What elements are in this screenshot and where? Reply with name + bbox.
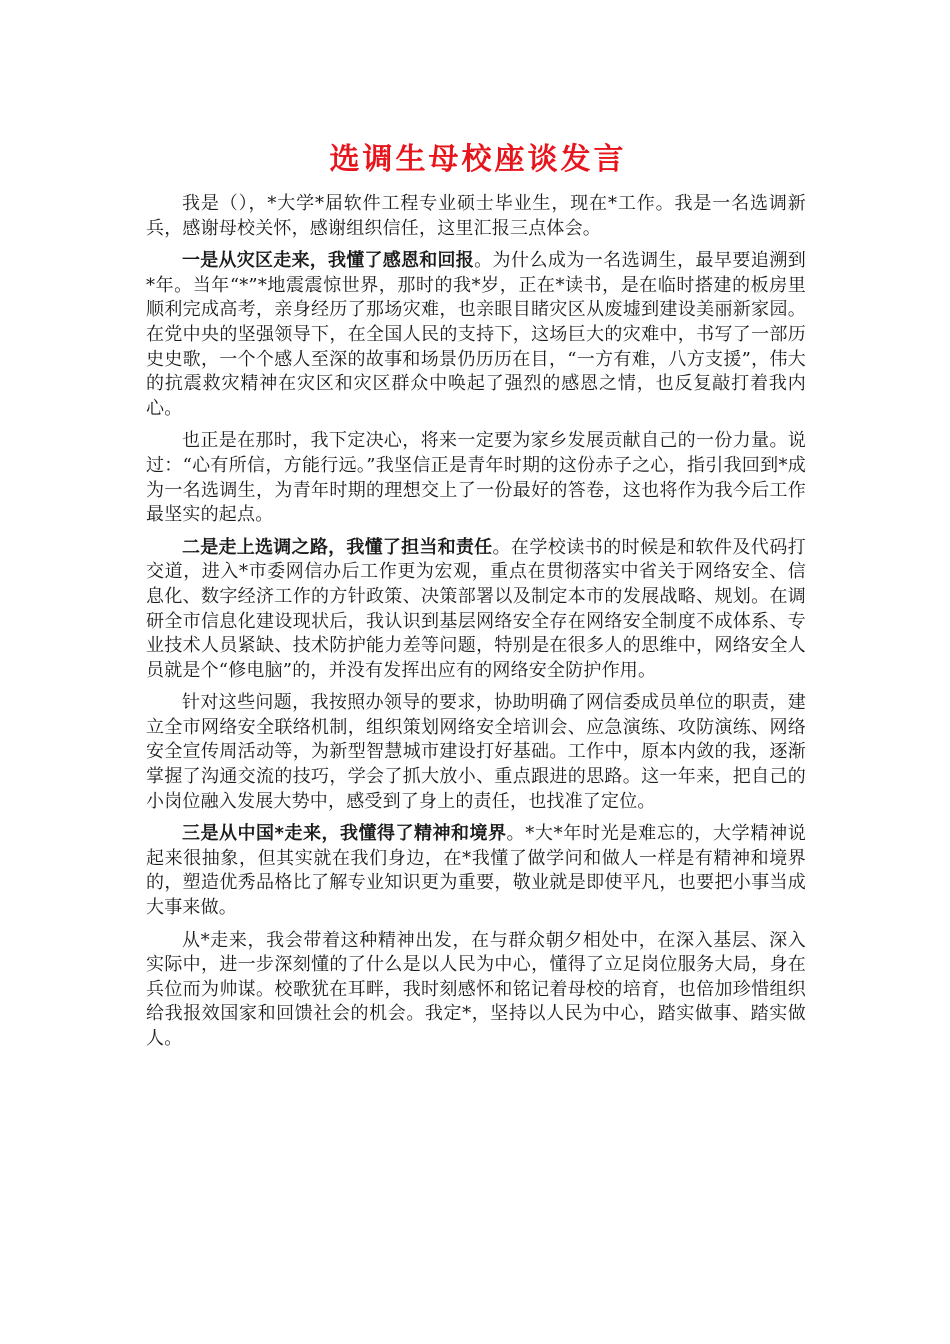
paragraph-heading: 三是从中国*走来，我懂得了精神和境界 <box>182 823 507 845</box>
paragraph-text: 。*大*年时光是难忘的，大学精神说起来很抽象，但其实就在我们身边，在*我懂了做学问和做人一样是有精神和境界的，塑造优秀品格比了解专业知识更为重要，敬业就是即使平凡，也要把小事当成大事来做。 <box>146 823 806 919</box>
paragraph-heading: 二是走上选调之路，我懂了担当和责任 <box>182 536 493 558</box>
paragraph-heading: 一是从灾区走来，我懂了感恩和回报 <box>182 250 475 272</box>
paragraph-closing <box>146 929 806 1052</box>
paragraph-text: 。在学校读书的时候是和软件及代码打交道，进入*市委网信办后工作更为宏观，重点在贯彻落实中省关于网络安全、信息化、数字经济工作的方针政策、决策部署以及制定本市的发展战略、规划。在调研全市信息化建设现状后，我认识到基层网络安全存在网络安全制度不成体系、专业技术人员紧缺、技术防护能力差等问题，特别是在很多人的思维中，网络安全人员就是个“修电脑”的，并没有发挥出应有的网络安全防护作用。 <box>146 536 807 681</box>
paragraph-text: 。为什么成为一名选调生，最早要追溯到*年。当年“*”*地震震惊世界，那时的我*岁，正在*读书，是在临时搭建的板房里顺利完成高考，亲身经历了那场灾难，也亲眼目睹灾区从废墟到建设美丽新家园。在党中央的坚强领导下，在全国人民的支持下，这场巨大的灾难中，书写了一部历史史歌，一个个感人至深的故事和场景仍历历在目，“一方有难，八方支援”，伟大的抗震救灾精神在灾区和灾区群众中唤起了强烈的感恩之情，也反复敲打着我内心。 <box>146 250 806 419</box>
paragraph-point-one-cont <box>146 429 806 527</box>
paragraph-text: 从*走来，我会带着这种精神出发，在与群众朝夕相处中，在深入基层、深入实际中，进一步深刻懂的了什么是以人民为中心，懂得了立足岗位服务大局，身在兵位而为帅谋。校歌犹在耳畔，我时刻感怀和铭记着母校的培育，也倍加珍惜组织给我报效国家和回馈社会的机会。我定*，坚持以人民为中心，踏实做事、踏实做人。 <box>146 929 806 1049</box>
document-page <box>146 140 806 1060</box>
paragraph-point-three <box>146 822 806 920</box>
paragraph-intro <box>146 192 806 241</box>
paragraph-point-two-cont <box>146 691 806 814</box>
paragraph-text: 也正是在那时，我下定决心，将来一定要为家乡发展贡献自己的一份力量。说过：“心有所信，方能行远。”我坚信正是青年时期的这份赤子之心，指引我回到*成为一名选调生，为青年时期的理想交上了一份最好的答卷，这也将作为我今后工作最坚实的起点。 <box>146 430 806 526</box>
paragraph-point-two <box>146 536 806 684</box>
paragraph-point-one <box>146 249 806 421</box>
paragraph-text: 我是（），*大学*届软件工程专业硕士毕业生，现在*工作。我是一名选调新兵，感谢母校关怀，感谢组织信任，这里汇报三点体会。 <box>146 193 806 239</box>
document-title: 选调生母校座谈发言 <box>329 142 627 177</box>
paragraph-text: 针对这些问题，我按照办领导的要求，协助明确了网信委成员单位的职责，建立全市网络安全联络机制，组织策划网络安全培训会、应急演练、攻防演练、网络安全宣传周活动等，为新型智慧城市建设打好基础。工作中，原本内敛的我，逐渐掌握了沟通交流的技巧，学会了抓大放小、重点跟进的思路。这一年来，把自己的小岗位融入发展大势中，感受到了身上的责任，也找准了定位。 <box>146 692 806 812</box>
